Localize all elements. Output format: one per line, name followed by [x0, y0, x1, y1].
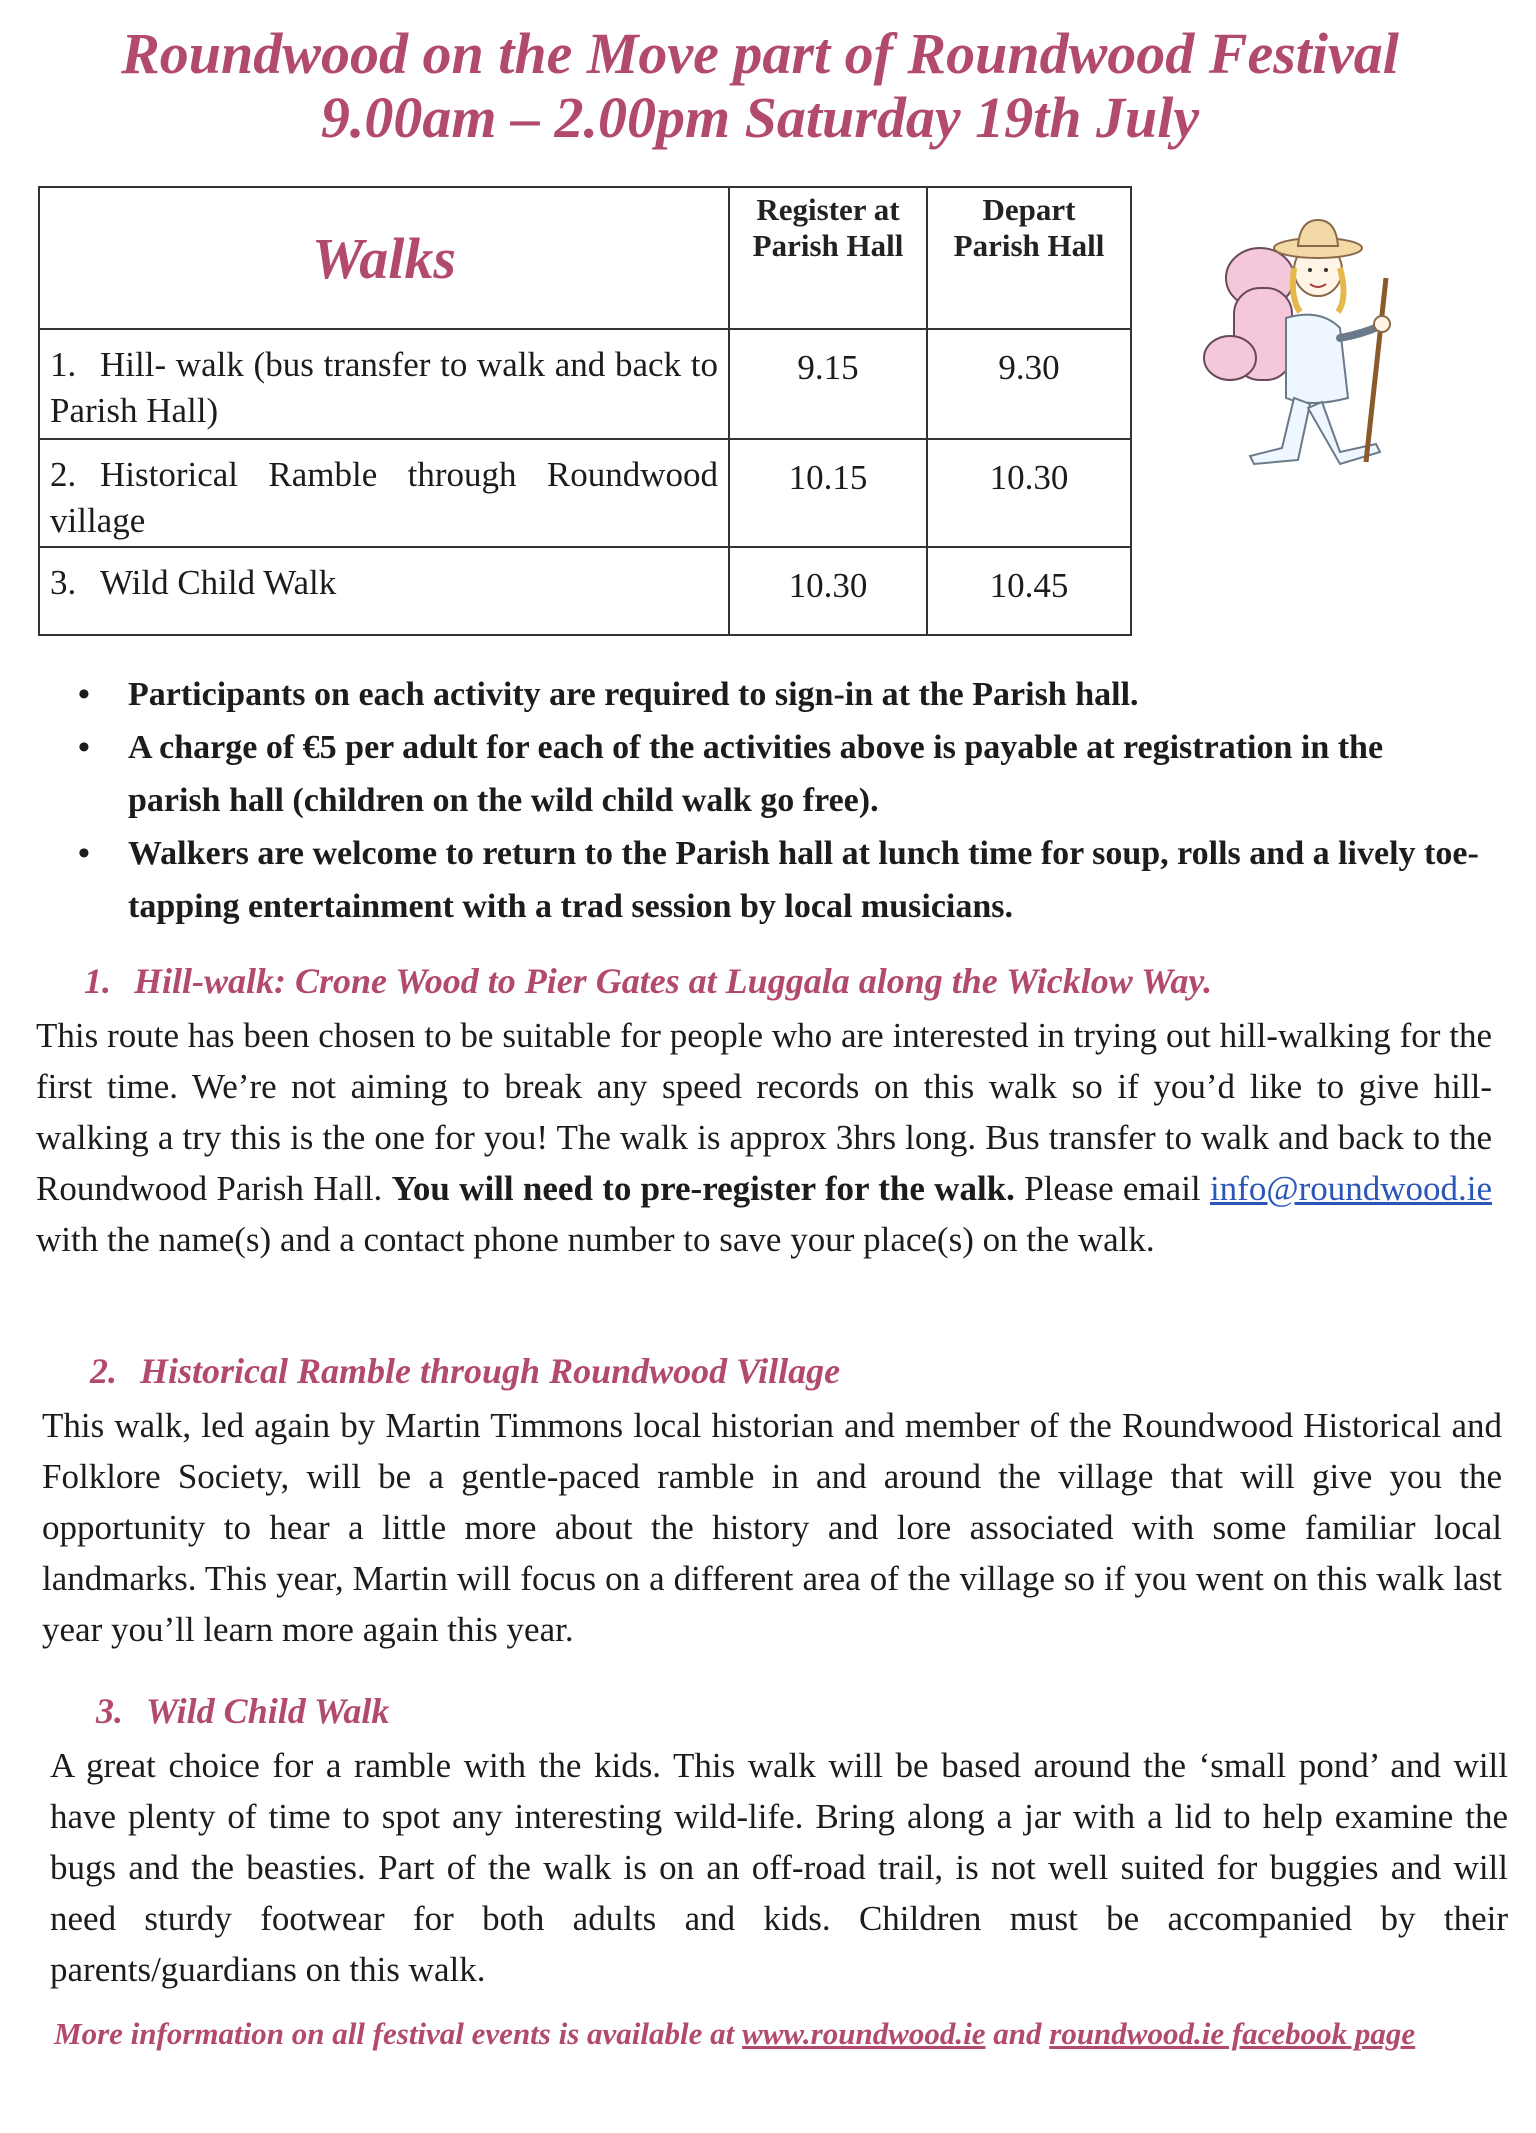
historical-ramble-description: This walk, led again by Martin Timmons local historian and member of the Roundwood Historical and Folklore Society, will be a gentle-paced ramble in and around the village that will give you the opportunity to hear a little more about the history and lore associated with some familiar local landmarks. This year, Martin will focus on a different area of the village so if you went on this walk last year you’ll learn more again this year. [42, 1406, 1502, 1649]
register-time-cell: 10.15 [729, 439, 927, 547]
register-time-cell: 10.30 [729, 547, 927, 635]
walk-name-cell: 1. Hill- walk (bus transfer to walk and back to Parish Hall) [39, 329, 729, 439]
list-item: • Participants on each activity are required to sign-in at the Parish hall. [78, 676, 1139, 713]
register-time-cell: 9.15 [729, 329, 927, 439]
historical-ramble-heading: 2. Historical Ramble through Roundwood Village [90, 1351, 841, 1391]
title-line-1: Roundwood on the Move part of Roundwood Festival [121, 21, 1399, 86]
website-link[interactable]: www.roundwood.ie [742, 2016, 986, 2051]
list-item: • A charge of €5 per adult for each of the activities above is payable at registration in the parish hall (children on the wild child walk go free). [78, 729, 1384, 819]
depart-column-header: Depart Parish Hall [927, 187, 1131, 329]
page-title [40, 22, 1480, 150]
walks-table [38, 186, 1132, 636]
hill-walk-heading: 1. Hill-walk: Crone Wood to Pier Gates at Luggala along the Wicklow Way. [84, 961, 1213, 1001]
footer-info: More information on all festival events is available at www.roundwood.ie and roundwood.ie facebook page [54, 2016, 1416, 2051]
depart-time-cell: 10.45 [927, 547, 1131, 635]
walk-name-cell: 2. Historical Ramble through Roundwood village [39, 439, 729, 547]
register-column-header: Register at Parish Hall [729, 187, 927, 329]
table-header-row [39, 187, 1131, 329]
facebook-link[interactable]: roundwood.ie facebook page [1049, 2016, 1416, 2051]
info-bullet-list [70, 668, 1480, 933]
email-link[interactable]: info@roundwood.ie [1209, 1169, 1493, 1208]
depart-time-cell: 9.30 [927, 329, 1131, 439]
depart-time-cell: 10.30 [927, 439, 1131, 547]
hiker-illustration-icon [1190, 208, 1420, 470]
wild-child-heading: 3. Wild Child Walk [96, 1691, 390, 1731]
list-item: • Walkers are welcome to return to the Parish hall at lunch time for soup, rolls and a lively toe-tapping entertainment with a trad session by local musicians. [78, 835, 1479, 925]
hill-walk-description: This route has been chosen to be suitable for people who are interested in trying out hill-walking for the first time. We’re not aiming to break any speed records on this walk so if you’d like to give hill-walking a try this is the one for you! The walk is approx 3hrs long. Bus transfer to walk and back to the Roundwood Parish Hall. You will need to pre-register for the walk. Please email info@roundwood.ie with the name(s) and a contact phone number to save your place(s) on the walk. [36, 1016, 1493, 1259]
table-row [39, 329, 1131, 439]
title-line-2: 9.00am – 2.00pm Saturday 19th July [320, 85, 1200, 150]
table-row [39, 439, 1131, 547]
table-row [39, 547, 1131, 635]
walks-heading: Walks [39, 187, 729, 329]
walk-name-cell: 3. Wild Child Walk [39, 547, 729, 635]
wild-child-description: A great choice for a ramble with the kids. This walk will be based around the ‘small pond’ and will have plenty of time to spot any interesting wild-life. Bring along a jar with a lid to help examine the bugs and the beasties. Part of the walk is on an off-road trail, is not well suited for buggies and will need sturdy footwear for both adults and kids. Children must be accompanied by their parents/guardians on this walk. [50, 1746, 1508, 1989]
